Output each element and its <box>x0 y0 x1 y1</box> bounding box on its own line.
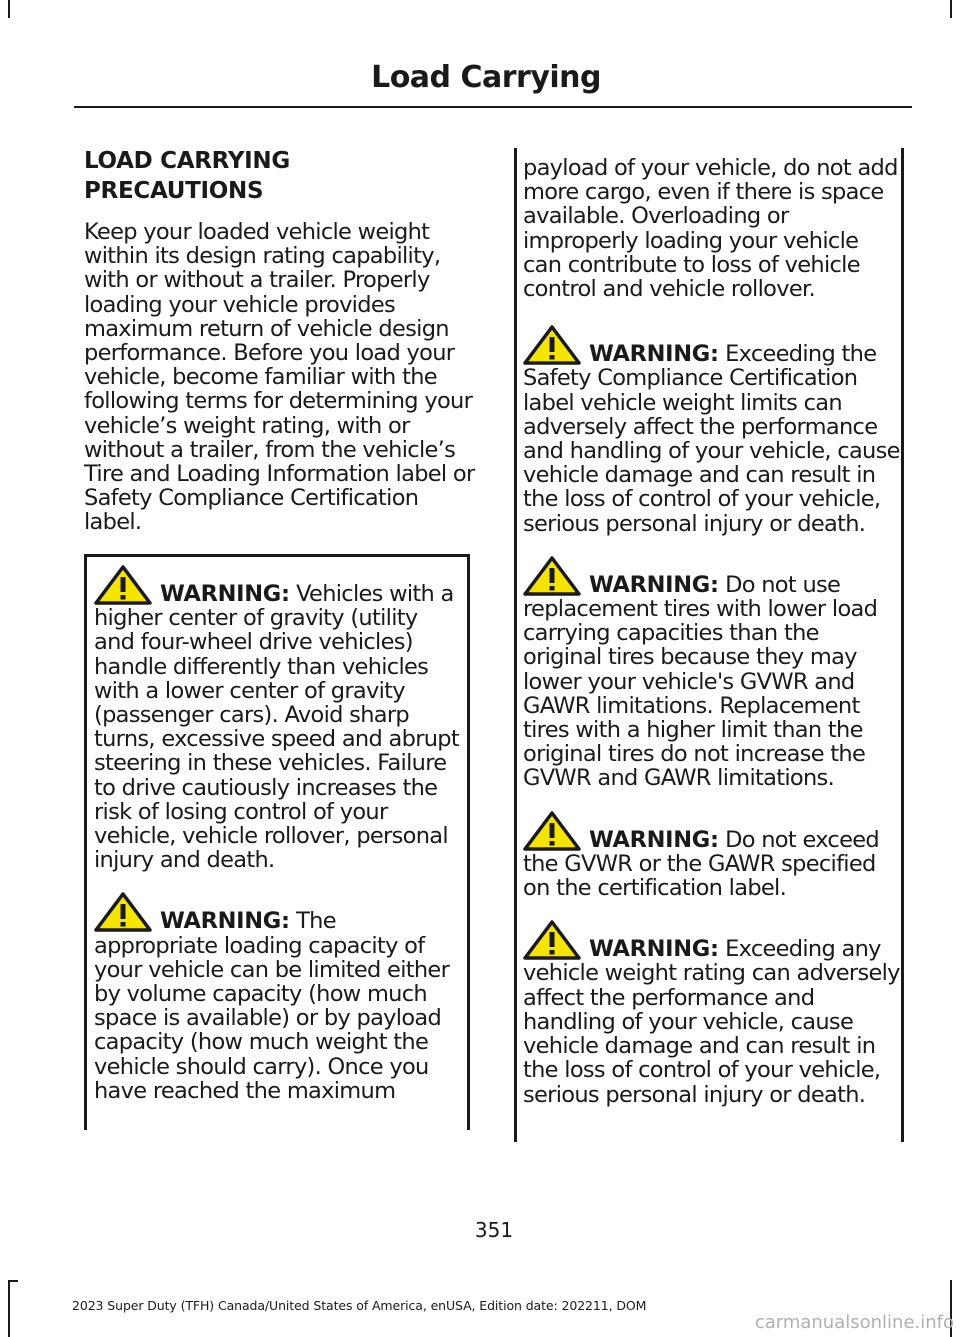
crop-mark-bottom-left-h <box>8 1280 18 1282</box>
left-column <box>84 146 476 535</box>
section-heading <box>84 146 476 206</box>
warning-text: The appropriate loading capacity of your vehicle can be limited either by volume capacity (how much space is available) or by payload capacity (how much weight the vehicle should carry). Once you have reached the maximum <box>94 908 450 1104</box>
warning-label: WARNING: <box>589 826 719 853</box>
warning-text: Exceeding the Safety Compliance Certification label vehicle weight limits can adversely affect the performance and handling of your vehicle, cause vehicle damage and can result in the loss of control of your vehicle, serious personal injury or death. <box>523 341 900 537</box>
crop-mark-top-right <box>950 0 952 18</box>
crop-mark-bottom-left <box>8 1280 10 1337</box>
warning-triangle-icon <box>523 556 585 596</box>
section-heading-line1: LOAD CARRYING <box>84 148 290 174</box>
warning-triangle-icon <box>523 811 585 851</box>
intro-paragraph: Keep your loaded vehicle weight within its design rating capability, with or without a trailer. Properly loading your vehicle provides maximum return of vehicle design performance. Before you load your vehicle, become familiar with the following terms for determining your vehicle’s weight rating, with or without a trailer, from the vehicle’s Tire and Loading Information label or Safety Compliance Certification label. <box>84 219 475 536</box>
warning-loading-capacity-continued: payload of your vehicle, do not add more cargo, even if there is space available. Overloading or improperly loading your vehicle can contribute to loss of vehicle control and vehicle rollover. <box>523 155 898 303</box>
warning-replacement-tires <box>523 556 901 791</box>
warning-certification-limits <box>523 325 901 536</box>
warning-label: WARNING: <box>160 581 290 607</box>
page-title: Load Carrying <box>371 60 601 95</box>
warning-triangle-icon <box>523 325 585 365</box>
warning-text: Exceeding any vehicle weight rating can adversely affect the performance and handling of your vehicle, cause vehicle damage and can result in the loss of control of your vehicle, serious personal injury or death. <box>523 936 900 1108</box>
warning-box-right <box>514 148 904 1142</box>
warning-text: Do not use replacement tires with lower load carrying capacities than the original tires because they may lower your vehicle's GVWR and GAWR limitations. Replacement tires with a higher limit than the original tires do not increase the GVWR and GAWR limitations. <box>523 571 878 792</box>
warning-loading-capacity <box>94 892 464 1103</box>
warning-triangle-icon <box>94 892 156 932</box>
warning-label: WARNING: <box>589 341 719 368</box>
watermark: carmanualsonline.info <box>754 1312 954 1333</box>
warning-label: WARNING: <box>589 571 719 598</box>
warning-weight-rating <box>523 920 901 1106</box>
crop-mark-top-left <box>8 0 10 18</box>
warning-text: Vehicles with a higher center of gravity (utility and four-wheel drive vehicles) handle differently than vehicles with a lower center of gravity (passenger cars). Avoid sharp turns, excessive speed and abrupt steering in these vehicles. Failure to drive cautiously increases the risk of losing control of your vehicle, vehicle rollover, personal injury and death. <box>94 581 460 874</box>
warning-label: WARNING: <box>589 936 719 963</box>
footer-edition: 2023 Super Duty (TFH) Canada/United States of America, enUSA, Edition date: 202211, DOM <box>72 1298 647 1313</box>
warning-triangle-icon <box>94 565 156 605</box>
page-number: 351 <box>474 1218 514 1242</box>
warning-gravity <box>94 565 464 872</box>
warning-label: WARNING: <box>160 908 290 935</box>
section-heading-line2: PRECAUTIONS <box>84 178 264 204</box>
warning-text: Do not exceed the GVWR or the GAWR specified on the certification label. <box>523 826 879 902</box>
warning-box-left <box>84 554 470 1130</box>
warning-triangle-icon <box>523 920 585 960</box>
warning-gvwr-gawr <box>523 811 901 901</box>
header-rule <box>74 106 912 108</box>
